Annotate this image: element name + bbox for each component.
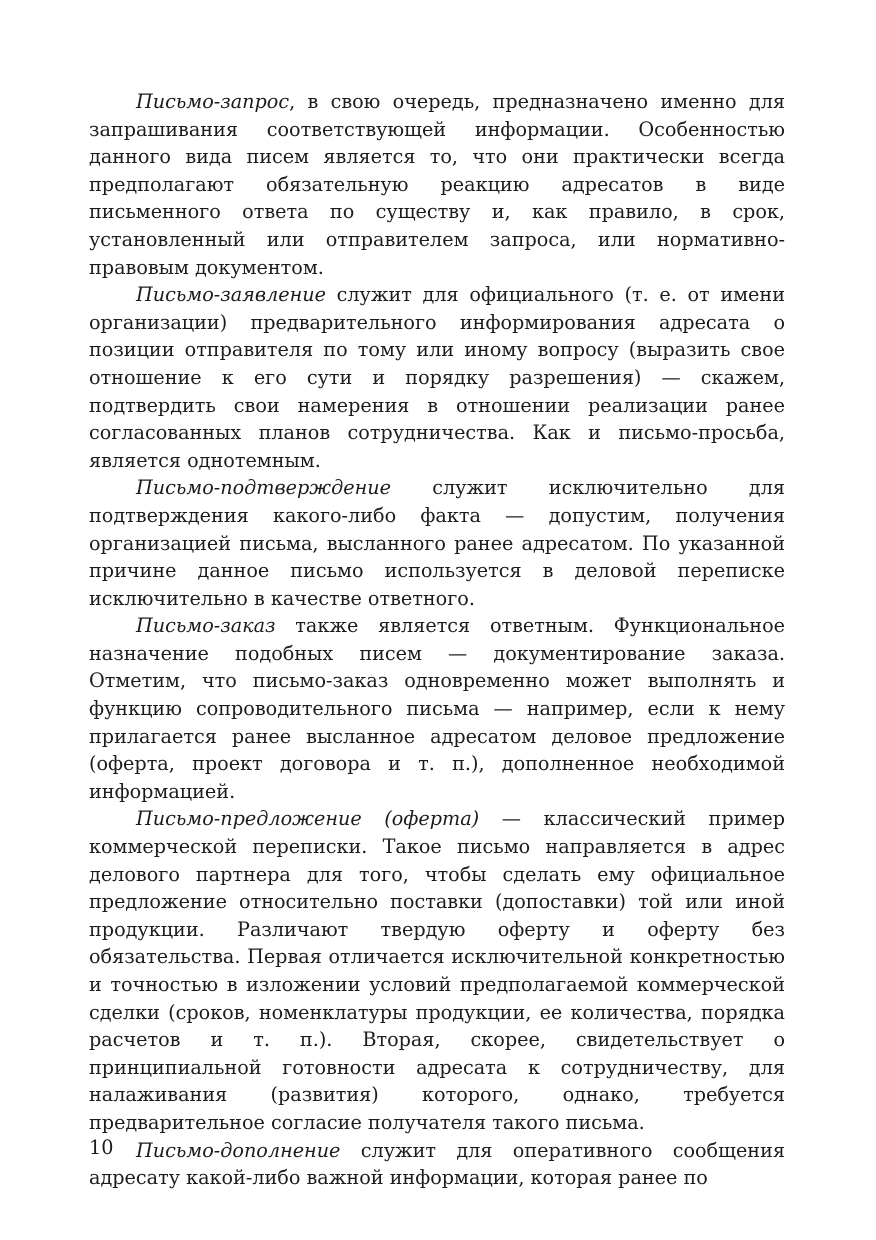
term-pismo-zayavlenie: Письмо-заявление bbox=[136, 283, 326, 307]
paragraph-text: также является ответным. Функциональное назначение подобных писем — документирование заказа. Отметим, что письмо-заказ одновременно может выполнять и функцию сопроводительного письма — например, если к нему прилагается ранее высланное адресатом деловое предложение (оферта, проект договора и т. п.), дополненное необходимой информацией. bbox=[89, 614, 785, 803]
paragraph-pismo-zapros bbox=[89, 88, 785, 281]
body-text bbox=[89, 88, 785, 1192]
paragraph-pismo-predlozhenie bbox=[89, 805, 785, 1136]
paragraph-pismo-zayavlenie bbox=[89, 281, 785, 474]
term-pismo-zapros: Письмо-запрос bbox=[136, 90, 290, 113]
term-pismo-zakaz: Письмо-заказ bbox=[136, 614, 276, 638]
paragraph-text: — классический пример коммерческой переписки. Такое письмо направляется в адрес делового партнера для того, чтобы сделать ему официальное предложение относительно поставки (допоставки) той или иной продукции. Различают твердую оферту и оферту без обязательства. Первая отличается исключительной конкретностью и точностью в изложении условий предполагаемой коммерческой сделки (сроков, номенклатуры продукции, ее количества, порядка расчетов и т. п.). Вторая, скорее, свидетельствует о принципиальной готовности адресата к сотрудничеству, для налаживания (развития) которого, однако, требуется предварительное согласие получателя такого письма. bbox=[89, 807, 785, 1134]
term-pismo-predlozhenie: Письмо-предложение (оферта) bbox=[136, 807, 480, 831]
paragraph-pismo-dopolnenie bbox=[89, 1137, 785, 1192]
paragraph-text: служит для оперативного сообщения адресату какой-либо важной информации, которая ранее по bbox=[89, 1138, 785, 1190]
paragraph-pismo-podtverzhdenie bbox=[89, 474, 785, 612]
term-pismo-podtverzhdenie: Письмо-подтверждение bbox=[136, 476, 391, 500]
paragraph-pismo-zakaz bbox=[89, 612, 785, 805]
page-number: 10 bbox=[89, 1136, 114, 1159]
term-pismo-dopolnenie: Письмо-дополнение bbox=[136, 1138, 341, 1162]
paragraph-text: служит для официального (т. е. от имени организации) предварительного информирования адресата о позиции отправителя по тому или иному вопросу (выразить свое отношение к его сути и порядку разрешения) — скажем, подтвердить свои намерения в отношении реализации ранее согласованных планов сотрудничества. Как и письмо-просьба, является однотемным. bbox=[89, 283, 785, 472]
paragraph-text: , в свою очередь, предназначено именно для запрашивания соответствующей информации. Особенностью данного вида писем является то, что они практически всегда предполагают обязательную реакцию адресатов в виде письменного ответа по существу и, как правило, в срок, установленный или отправителем запроса, или нормативно-правовым документом. bbox=[89, 90, 785, 279]
paragraph-text: служит исключительно для подтверждения какого-либо факта — допустим, получения организацией письма, высланного ранее адресатом. По указанной причине данное письмо используется в деловой переписке исключительно в качестве ответного. bbox=[89, 476, 785, 610]
